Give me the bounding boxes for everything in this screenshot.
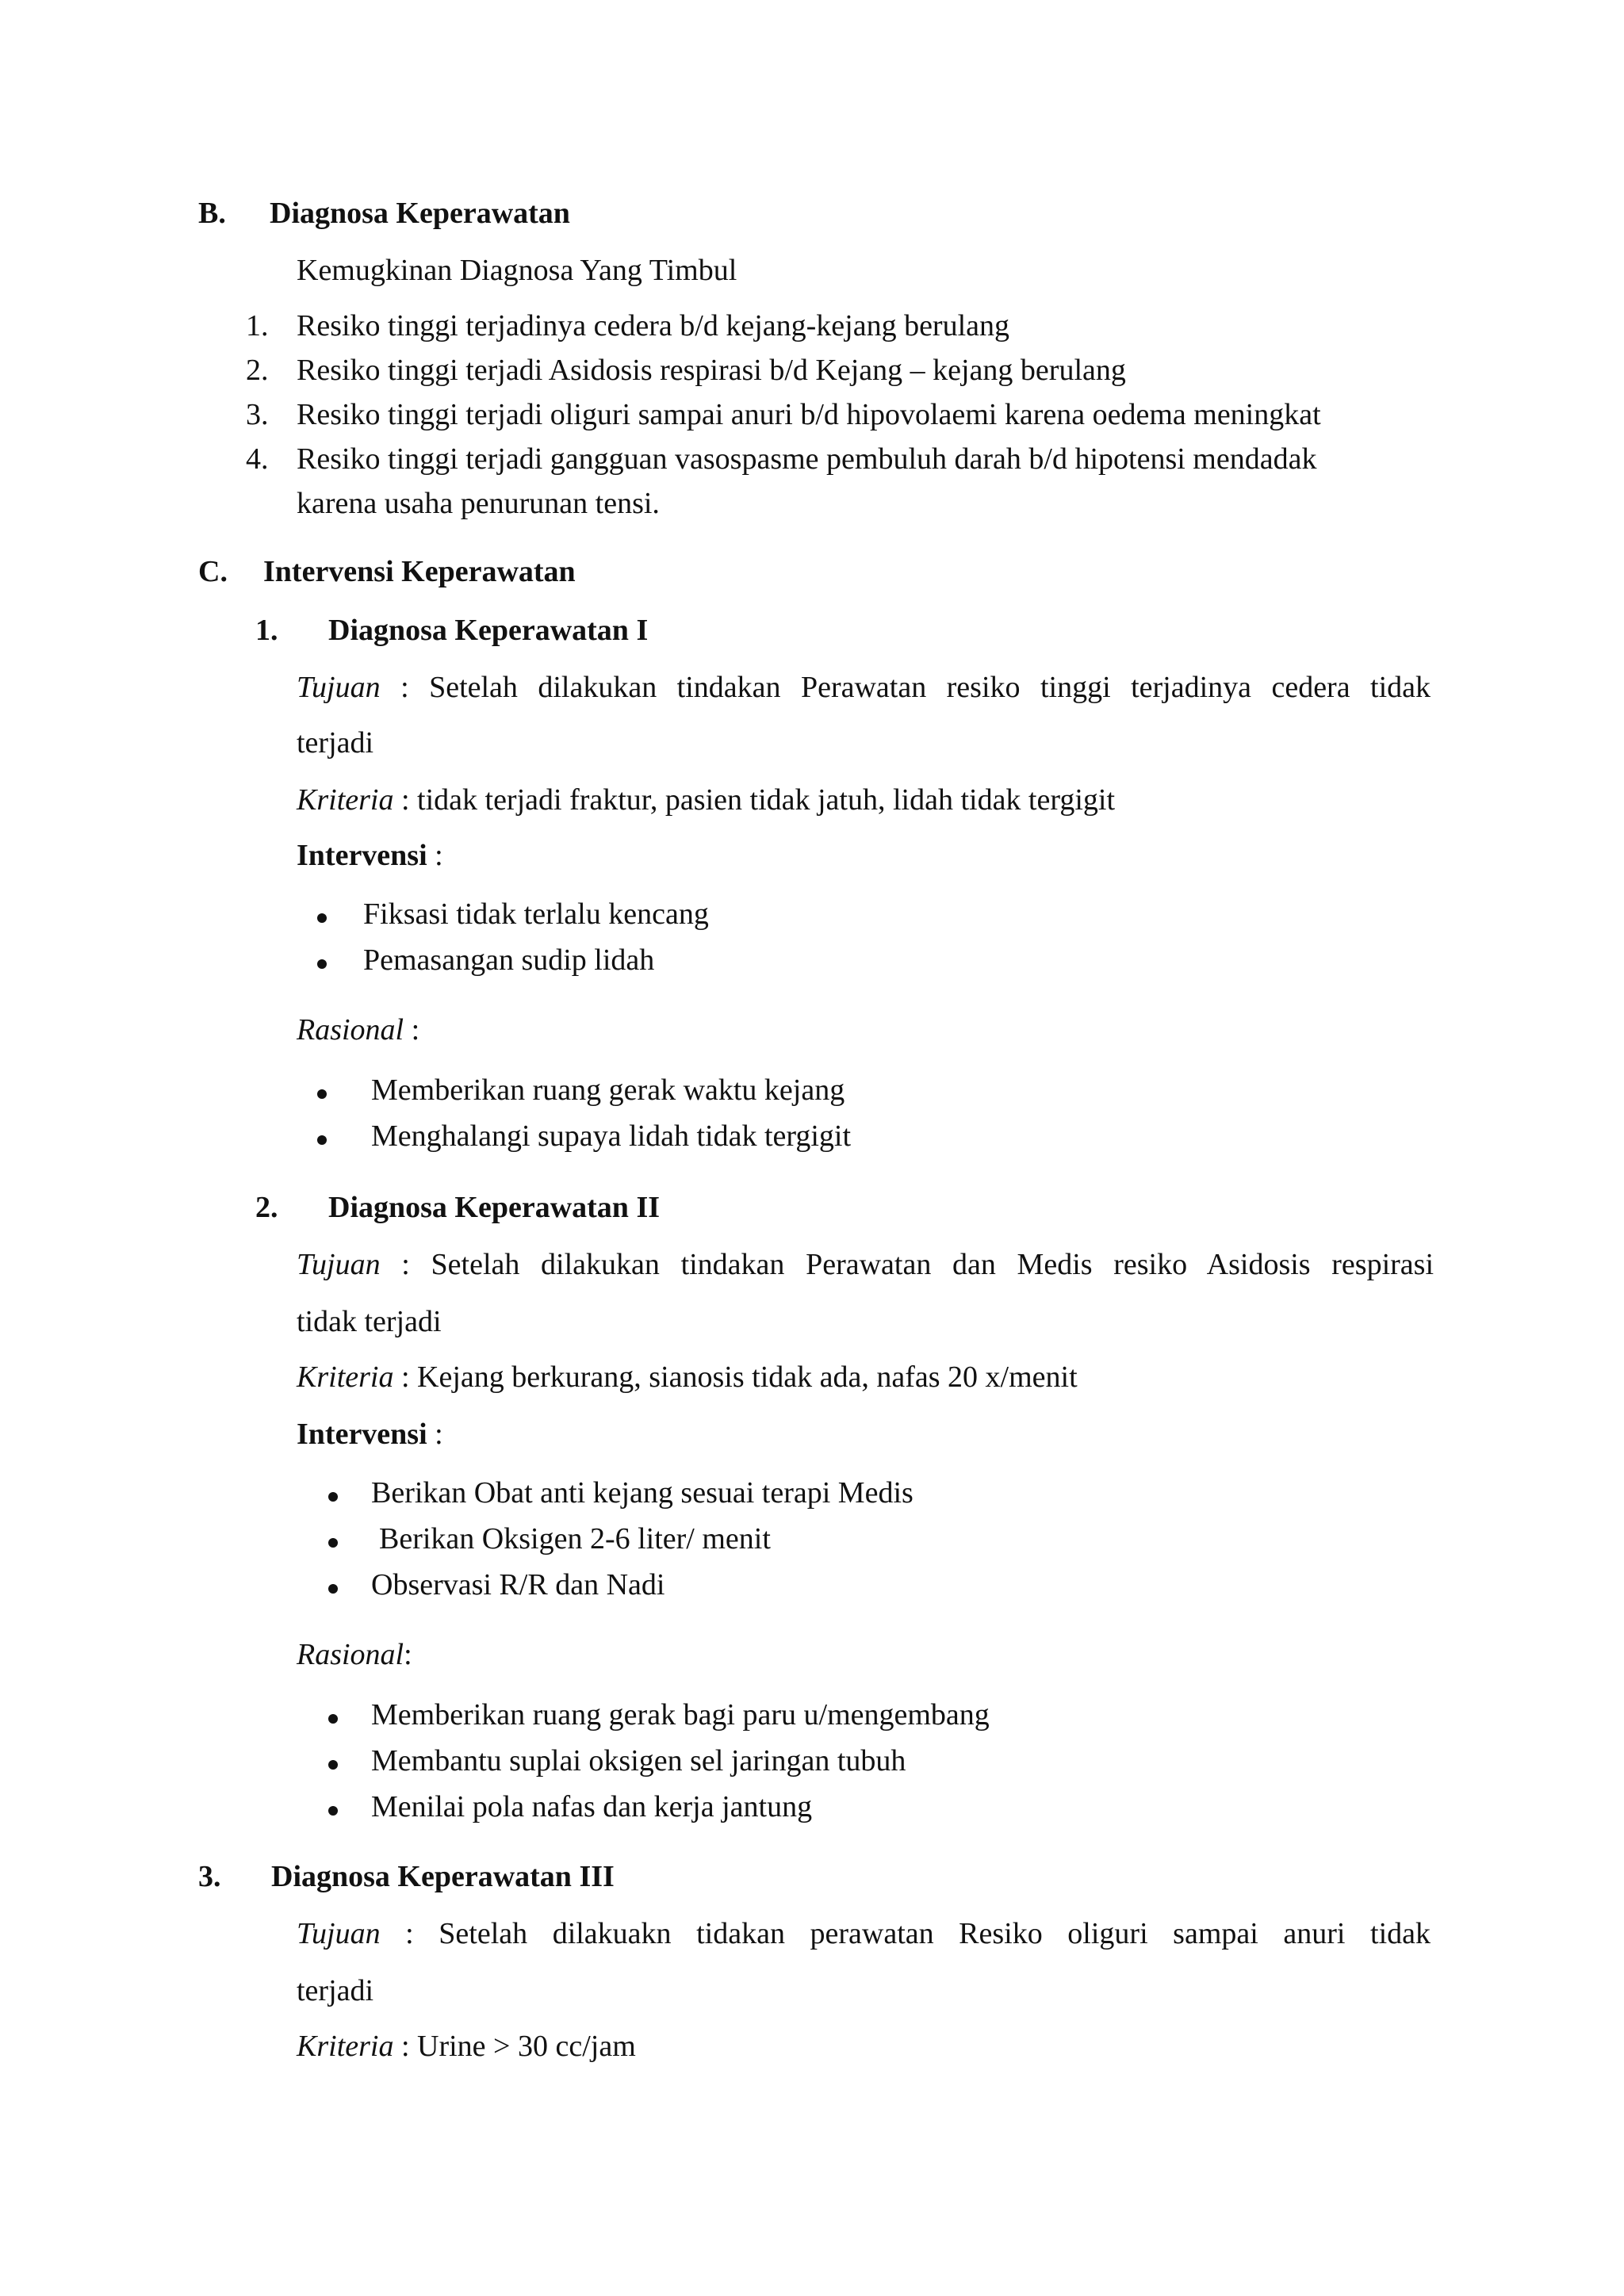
- tujuan-text: : Setelah dilakukan tindakan Perawatan dan Medis resiko Asidosis respirasi: [401, 1248, 1434, 1281]
- list-item: Berikan Oksigen 2-6 liter/ menit: [379, 1522, 771, 1556]
- kriteria-text: : Kejang berkurang, sianosis tidak ada, nafas 20 x/menit: [400, 1360, 1078, 1394]
- list-item: Menghalangi supaya lidah tidak tergigit: [371, 1119, 852, 1153]
- rasional-label: Rasional: [297, 1013, 404, 1047]
- dx2-number: 2.: [255, 1191, 278, 1224]
- kriteria-label: Kriteria: [297, 783, 394, 817]
- dx2-title: Diagnosa Keperawatan II: [328, 1191, 661, 1224]
- list-item: Berikan Obat anti kejang sesuai terapi Medis: [371, 1476, 914, 1510]
- bullet-icon: [328, 1492, 338, 1502]
- bullet-icon: [328, 1714, 338, 1724]
- section-b-title: Diagnosa Keperawatan: [270, 197, 570, 230]
- list-item-number: 1.: [246, 309, 269, 342]
- list-item: Fiksasi tidak terlalu kencang: [363, 897, 709, 931]
- dx1-tujuan-cont: terjadi: [297, 726, 374, 760]
- dx1-tujuan: [297, 671, 1431, 706]
- dx1-title: Diagnosa Keperawatan I: [328, 614, 649, 647]
- section-c-title: Intervensi Keperawatan: [263, 555, 576, 588]
- tujuan-text: : Setelah dilakuakn tidakan perawatan Resiko oliguri sampai anuri tidak: [405, 1917, 1431, 1950]
- section-b-letter: B.: [198, 197, 226, 230]
- tujuan-label: Tujuan: [297, 671, 381, 704]
- bullet-icon: [317, 1089, 327, 1099]
- bullet-icon: [317, 959, 327, 969]
- list-item-number: 2.: [246, 354, 269, 387]
- kriteria-text: : tidak terjadi fraktur, pasien tidak jatuh, lidah tidak tergigit: [400, 783, 1116, 817]
- dx2-rasional-heading: Rasional:: [297, 1638, 412, 1671]
- list-item: Pemasangan sudip lidah: [363, 943, 655, 977]
- bullet-icon: [328, 1806, 338, 1816]
- dx1-number: 1.: [255, 614, 278, 647]
- list-item-number: 4.: [246, 442, 269, 476]
- intervensi-label: Intervensi: [297, 1418, 427, 1451]
- kriteria-label: Kriteria: [297, 1360, 394, 1394]
- list-item: Resiko tinggi terjadi oliguri sampai anuri b/d hipovolaemi karena oedema meningkat: [297, 398, 1321, 431]
- section-c-letter: C.: [198, 555, 228, 588]
- list-item: Membantu suplai oksigen sel jaringan tubuh: [371, 1744, 906, 1777]
- dx1-kriteria: [297, 783, 1115, 818]
- rasional-label: Rasional: [297, 1638, 404, 1671]
- list-item: Resiko tinggi terjadinya cedera b/d kejang-kejang berulang: [297, 309, 1010, 342]
- dx2-tujuan-cont: tidak terjadi: [297, 1305, 442, 1338]
- bullet-icon: [328, 1584, 338, 1594]
- bullet-icon: [317, 1135, 327, 1145]
- list-item: Resiko tinggi terjadi Asidosis respirasi b/d Kejang – kejang berulang: [297, 354, 1126, 387]
- dx2-intervensi-heading: Intervensi :: [297, 1418, 443, 1451]
- dx1-rasional-heading: Rasional :: [297, 1013, 420, 1047]
- bullet-icon: [328, 1538, 338, 1548]
- dx3-tujuan-cont: terjadi: [297, 1974, 374, 2007]
- list-item: Menilai pola nafas dan kerja jantung: [371, 1790, 813, 1823]
- intervensi-label: Intervensi: [297, 839, 427, 872]
- tujuan-label: Tujuan: [297, 1917, 381, 1950]
- dx3-kriteria: [297, 2030, 636, 2064]
- kriteria-label: Kriteria: [297, 2030, 394, 2063]
- dx2-tujuan: [297, 1248, 1434, 1283]
- list-item: Memberikan ruang gerak waktu kejang: [371, 1073, 845, 1107]
- dx1-intervensi-heading: Intervensi :: [297, 839, 443, 872]
- dx3-title: Diagnosa Keperawatan III: [271, 1860, 615, 1893]
- list-item-continuation: karena usaha penurunan tensi.: [297, 487, 660, 520]
- tujuan-text: : Setelah dilakukan tindakan Perawatan resiko tinggi terjadinya cedera tidak: [400, 671, 1431, 704]
- list-item: Observasi R/R dan Nadi: [371, 1568, 665, 1601]
- section-b-intro: Kemugkinan Diagnosa Yang Timbul: [297, 254, 737, 287]
- list-item: Resiko tinggi terjadi gangguan vasospasme pembuluh darah b/d hipotensi mendadak: [297, 442, 1317, 476]
- dx3-tujuan: [297, 1917, 1431, 1952]
- bullet-icon: [317, 913, 327, 923]
- tujuan-label: Tujuan: [297, 1248, 381, 1281]
- dx3-number: 3.: [198, 1860, 221, 1893]
- kriteria-text: : Urine > 30 cc/jam: [400, 2030, 636, 2063]
- list-item-number: 3.: [246, 398, 269, 431]
- list-item: Memberikan ruang gerak bagi paru u/mengembang: [371, 1698, 990, 1732]
- bullet-icon: [328, 1760, 338, 1770]
- dx2-kriteria: [297, 1360, 1078, 1395]
